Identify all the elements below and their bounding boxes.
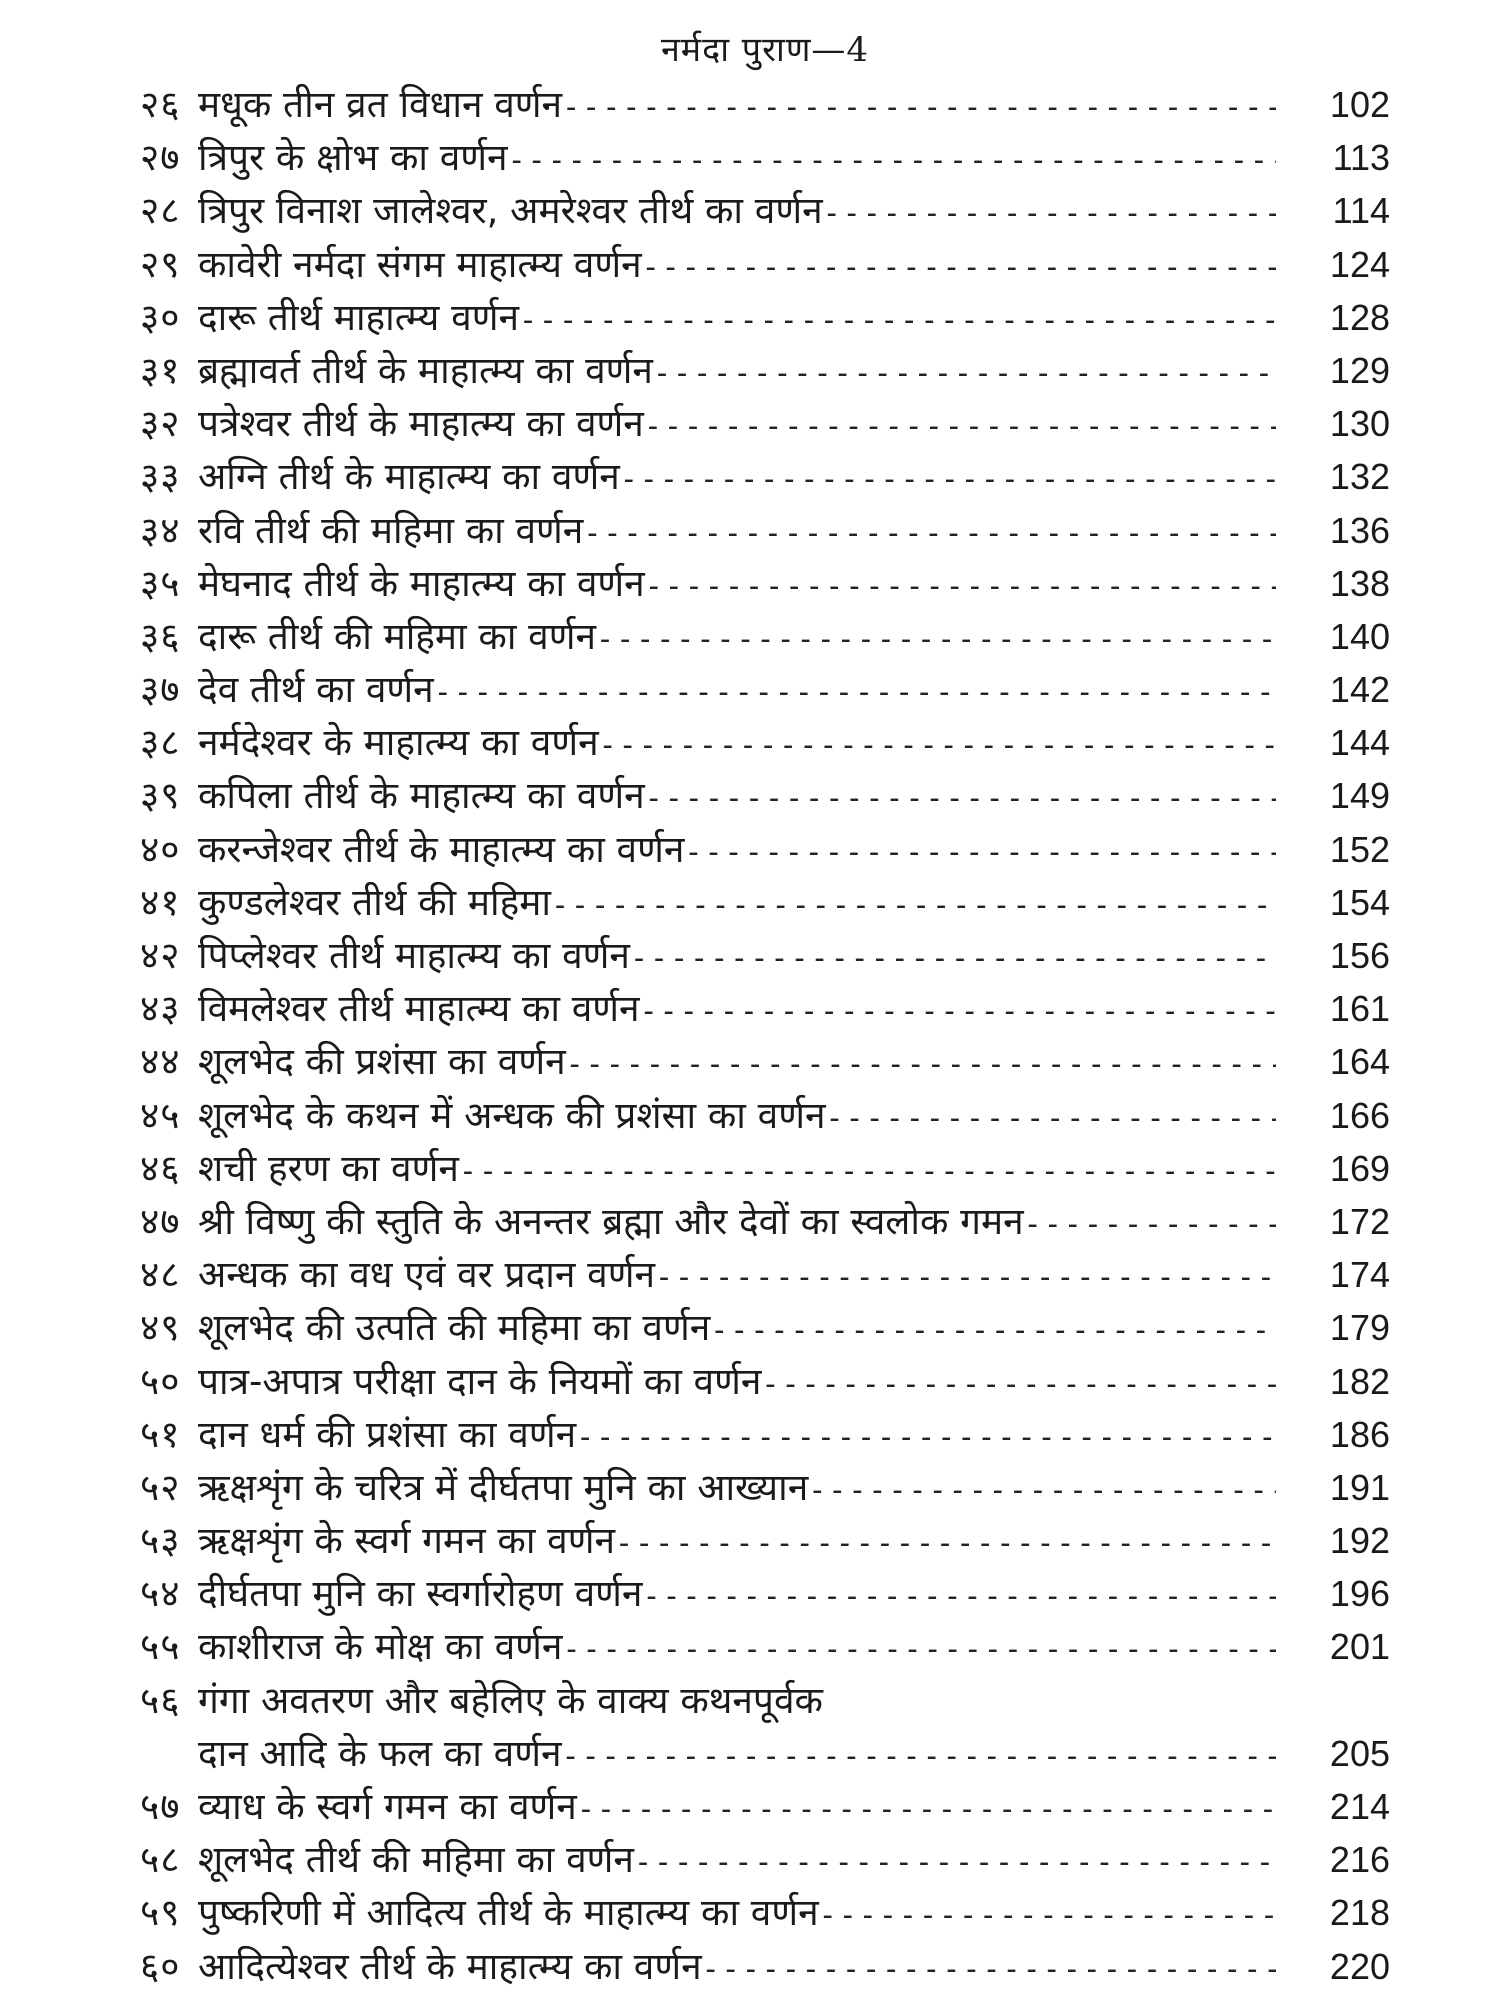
- dot-leader: [710, 1304, 1276, 1357]
- entry-title: पुष्करिणी में आदित्य तीर्थ के माहात्म्य का वर्णन: [198, 1891, 819, 1935]
- toc-entry: [140, 450, 1390, 503]
- entry-number: ३६: [140, 614, 181, 658]
- toc-entry: [140, 131, 1390, 184]
- dot-leader: [1024, 1198, 1276, 1251]
- toc-entry: [140, 184, 1390, 237]
- entry-title: शूलभेद की प्रशंसा का वर्णन: [198, 1040, 566, 1084]
- dot-leader: [645, 772, 1276, 825]
- dot-leader: [519, 294, 1276, 347]
- entry-page-number: 144: [1329, 722, 1390, 764]
- toc-entry: [140, 1833, 1390, 1886]
- entry-number: ३८: [140, 721, 181, 765]
- dot-leader: [645, 560, 1276, 613]
- entry-page-number: 179: [1329, 1307, 1390, 1349]
- dot-leader: [551, 879, 1276, 932]
- entry-number: ४१: [140, 880, 181, 924]
- entry-page-number: 128: [1329, 296, 1390, 338]
- entry-page-number: 138: [1329, 562, 1390, 604]
- dot-leader: [577, 1783, 1276, 1836]
- toc-entry: [140, 1514, 1390, 1567]
- dot-leader: [808, 1464, 1276, 1517]
- entry-page-number: 214: [1329, 1786, 1390, 1827]
- entry-title: ऋक्षशृंग के स्वर्ग गमन का वर्णन: [198, 1519, 616, 1563]
- entry-title: मधूक तीन व्रत विधान वर्णन: [198, 83, 563, 126]
- entry-title: कपिला तीर्थ के माहात्म्य का वर्णन: [198, 774, 645, 818]
- entry-page-number: 218: [1329, 1892, 1390, 1934]
- entry-title: दीर्घतपा मुनि का स्वर्गारोहण वर्णन: [198, 1572, 643, 1616]
- dot-leader: [583, 507, 1276, 560]
- entry-page-number: 205: [1329, 1732, 1390, 1774]
- entry-title: शूलभेद के कथन में अन्धक की प्रशंसा का वर्णन: [198, 1093, 826, 1137]
- toc-entry: [140, 1674, 1390, 1727]
- entry-page-number: 129: [1329, 349, 1390, 391]
- entry-title-continued: दान आदि के फल का वर्णन: [198, 1731, 562, 1775]
- entry-number: ४५: [140, 1093, 181, 1137]
- entry-number: २६: [140, 83, 181, 126]
- entry-title: कुण्डलेश्वर तीर्थ की महिमा: [198, 880, 551, 924]
- dot-leader: [702, 1943, 1276, 1996]
- toc-entry: [140, 1886, 1390, 1939]
- toc-entry: [140, 1301, 1390, 1354]
- entry-number: ३५: [140, 561, 181, 605]
- entry-page-number: 152: [1329, 828, 1390, 870]
- entry-page-number: 201: [1329, 1626, 1390, 1668]
- entry-number: ५७: [140, 1785, 181, 1828]
- dot-leader: [819, 1889, 1276, 1942]
- entry-number: ३०: [140, 295, 181, 339]
- toc-entry: [140, 1780, 1390, 1833]
- toc-entry: [140, 1035, 1390, 1088]
- toc-entry-continuation: [140, 1727, 1390, 1780]
- entry-number: ३२: [140, 402, 181, 446]
- page-header: नर्मदा पुराण—4: [660, 30, 870, 70]
- entry-number: ५१: [140, 1412, 181, 1456]
- entry-number: ५६: [140, 1678, 181, 1722]
- entry-title: दारू तीर्थ की महिमा का वर्णन: [198, 614, 597, 658]
- entry-title: श्री विष्णु की स्तुति के अनन्तर ब्रह्मा और देवों का स्वलोक गमन: [198, 1199, 1024, 1243]
- toc-entry: [140, 716, 1390, 769]
- entry-page-number: 191: [1329, 1466, 1390, 1508]
- entry-title: विमलेश्वर तीर्थ माहात्म्य का वर्णन: [198, 987, 640, 1031]
- entry-number: ५०: [140, 1359, 181, 1403]
- dot-leader: [642, 1570, 1276, 1623]
- entry-number: ५८: [140, 1838, 181, 1882]
- entry-number: ३४: [140, 508, 181, 552]
- toc-entry: [140, 1567, 1390, 1620]
- dot-leader: [620, 453, 1276, 506]
- dot-leader: [599, 719, 1276, 772]
- dot-leader: [562, 1623, 1276, 1676]
- dot-leader: [634, 1836, 1276, 1889]
- entry-number: ५४: [140, 1572, 181, 1616]
- entry-page-number: 154: [1329, 881, 1390, 923]
- entry-title: पिप्लेश्वर तीर्थ माहात्म्य का वर्णन: [198, 934, 630, 977]
- dot-leader: [644, 400, 1276, 453]
- toc-entry: [140, 823, 1390, 876]
- entry-title: पत्रेश्वर तीर्थ के माहात्म्य का वर्णन: [198, 402, 644, 446]
- toc-entry: [140, 876, 1390, 929]
- toc-entry: [140, 397, 1390, 450]
- entry-number: ४२: [140, 934, 181, 977]
- toc-entry: [140, 1408, 1390, 1461]
- entry-page-number: 130: [1329, 403, 1390, 445]
- dot-leader: [630, 932, 1276, 985]
- toc-entry: [140, 504, 1390, 557]
- entry-number: ३९: [140, 774, 181, 818]
- dot-leader: [653, 347, 1276, 400]
- toc-entry: [140, 1195, 1390, 1248]
- toc-entry: [140, 1940, 1390, 1993]
- toc-entry: [140, 291, 1390, 344]
- entry-page-number: 132: [1329, 456, 1390, 498]
- entry-page-number: 196: [1329, 1573, 1390, 1615]
- dot-leader: [596, 613, 1276, 666]
- entry-title: आदित्येश्वर तीर्थ के माहात्म्य का वर्णन: [198, 1944, 702, 1988]
- dot-leader: [825, 1092, 1276, 1145]
- entry-page-number: 124: [1329, 243, 1390, 285]
- entry-page-number: 174: [1329, 1254, 1390, 1296]
- dot-leader: [562, 81, 1276, 134]
- entry-number: ५२: [140, 1465, 181, 1509]
- entry-title: दान धर्म की प्रशंसा का वर्णन: [198, 1412, 577, 1456]
- entry-title: शची हरण का वर्णन: [198, 1146, 459, 1190]
- entry-number: ५५: [140, 1625, 181, 1669]
- dot-leader: [615, 1517, 1276, 1570]
- dot-leader: [642, 241, 1276, 294]
- entry-page-number: 182: [1329, 1360, 1390, 1402]
- entry-title: गंगा अवतरण और बहेलिए के वाक्य कथनपूर्वक: [198, 1678, 823, 1722]
- table-of-contents: [140, 78, 1390, 1993]
- entry-page-number: 140: [1329, 615, 1390, 657]
- toc-entry: [140, 344, 1390, 397]
- toc-entry: [140, 1142, 1390, 1195]
- dot-leader: [761, 1358, 1276, 1411]
- dot-leader: [576, 1411, 1276, 1464]
- toc-entry: [140, 982, 1390, 1035]
- dot-leader: [684, 826, 1276, 879]
- dot-leader: [434, 666, 1276, 719]
- entry-number: २८: [140, 189, 181, 233]
- entry-number: ६०: [140, 1944, 181, 1988]
- toc-entry: [140, 78, 1390, 131]
- entry-number: ४४: [140, 1040, 181, 1084]
- entry-number: ३७: [140, 668, 181, 712]
- entry-title: कावेरी नर्मदा संगम माहात्म्य वर्णन: [198, 242, 642, 286]
- entry-page-number: 192: [1329, 1520, 1390, 1562]
- entry-page-number: 166: [1329, 1094, 1390, 1136]
- entry-title: रवि तीर्थ की महिमा का वर्णन: [198, 508, 584, 552]
- toc-entry: [140, 238, 1390, 291]
- entry-number: ३१: [140, 348, 181, 392]
- toc-entry: [140, 1355, 1390, 1408]
- entry-title: ब्रह्मावर्त तीर्थ के माहात्म्य का वर्णन: [198, 348, 653, 392]
- entry-page-number: 161: [1329, 988, 1390, 1030]
- toc-entry: [140, 1089, 1390, 1142]
- entry-page-number: 142: [1329, 669, 1390, 711]
- entry-title: पात्र-अपात्र परीक्षा दान के नियमों का वर्णन: [198, 1359, 762, 1403]
- dot-leader: [566, 1038, 1276, 1091]
- entry-title: अन्धक का वध एवं वर प्रदान वर्णन: [198, 1253, 655, 1297]
- entry-page-number: 156: [1329, 935, 1390, 976]
- entry-title: मेघनाद तीर्थ के माहात्म्य का वर्णन: [198, 561, 645, 605]
- toc-entry: [140, 769, 1390, 822]
- toc-entry: [140, 1620, 1390, 1673]
- entry-page-number: 136: [1329, 509, 1390, 551]
- entry-title: दारू तीर्थ माहात्म्य वर्णन: [198, 295, 519, 339]
- dot-leader: [640, 985, 1276, 1038]
- entry-page-number: 216: [1329, 1839, 1390, 1881]
- entry-title: व्याध के स्वर्ग गमन का वर्णन: [198, 1785, 577, 1828]
- entry-page-number: 186: [1329, 1413, 1390, 1455]
- entry-title: त्रिपुर के क्षोभ का वर्णन: [198, 136, 508, 180]
- toc-entry: [140, 557, 1390, 610]
- entry-page-number: 102: [1329, 84, 1390, 125]
- toc-entry: [140, 1248, 1390, 1301]
- entry-number: २७: [140, 136, 181, 180]
- entry-title: त्रिपुर विनाश जालेश्वर, अमरेश्वर तीर्थ का वर्णन: [198, 189, 823, 233]
- entry-title: देव तीर्थ का वर्णन: [198, 668, 434, 712]
- entry-page-number: 169: [1329, 1147, 1390, 1189]
- entry-page-number: 164: [1329, 1041, 1390, 1083]
- toc-entry: [140, 929, 1390, 982]
- entry-page-number: 220: [1329, 1945, 1390, 1987]
- dot-leader: [459, 1145, 1276, 1198]
- dot-leader: [823, 187, 1276, 240]
- toc-entry: [140, 663, 1390, 716]
- entry-page-number: 149: [1329, 775, 1390, 817]
- entry-number: ५३: [140, 1519, 181, 1563]
- entry-title: नर्मदेश्वर के माहात्म्य का वर्णन: [198, 721, 599, 765]
- entry-title: ऋक्षशृंग के चरित्र में दीर्घतपा मुनि का आख्यान: [198, 1465, 809, 1509]
- entry-title: शूलभेद की उत्पति की महिमा का वर्णन: [198, 1306, 711, 1350]
- entry-title: करन्जेश्वर तीर्थ के माहात्म्य का वर्णन: [198, 827, 685, 871]
- entry-title: काशीराज के मोक्ष का वर्णन: [198, 1625, 563, 1669]
- dot-leader: [508, 134, 1276, 187]
- entry-number: ३३: [140, 455, 181, 499]
- entry-page-number: 113: [1332, 137, 1390, 179]
- entry-number: ४८: [140, 1253, 181, 1297]
- entry-number: ४३: [140, 987, 181, 1031]
- entry-number: ४७: [140, 1199, 181, 1243]
- entry-page-number: 172: [1329, 1200, 1390, 1242]
- dot-leader: [655, 1251, 1276, 1304]
- entry-number: ४९: [140, 1306, 181, 1350]
- entry-number: ५९: [140, 1891, 181, 1935]
- entry-title: अग्नि तीर्थ के माहात्म्य का वर्णन: [198, 455, 620, 499]
- entry-number: २९: [140, 242, 181, 286]
- toc-entry: [140, 1461, 1390, 1514]
- entry-number: ४६: [140, 1146, 181, 1190]
- dot-leader: [562, 1730, 1276, 1783]
- entry-page-number: 114: [1332, 190, 1390, 232]
- entry-title: शूलभेद तीर्थ की महिमा का वर्णन: [198, 1838, 634, 1882]
- entry-number: ४०: [140, 827, 181, 871]
- toc-entry: [140, 610, 1390, 663]
